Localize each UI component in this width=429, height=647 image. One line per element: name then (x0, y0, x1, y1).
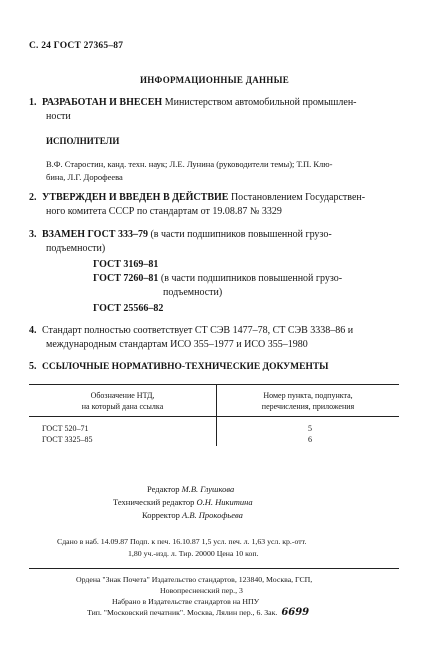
section-3-lead: ВЗАМЕН ГОСТ 333–79 (42, 229, 148, 240)
imprint-line-1: Ордена "Знак Почета" Издательство стандартов, 123840, Москва, ГСП, (76, 575, 313, 584)
section-4-number: 4. (29, 325, 37, 336)
table-header-col-2-line-1: Номер пункта, подпункта, (263, 391, 353, 400)
order-number-handwritten: 6699 (281, 607, 310, 618)
executors-line-2: бина, Л.Г. Дорофеева (46, 172, 123, 182)
section-2-number: 2. (29, 192, 37, 203)
table-row-2-ref: 6 (308, 435, 312, 444)
table-row-1-ref: 5 (308, 424, 312, 433)
section-2-line-1 (29, 191, 365, 205)
section-3-text: (в части подшипников повышенной грузо- (147, 229, 332, 240)
imprint-rule (29, 568, 399, 569)
credit-proofreader-label: Корректор (142, 510, 180, 520)
executors-heading: ИСПОЛНИТЕЛИ (46, 136, 120, 146)
table-header-col-1-line-2: на который дана ссылка (81, 402, 164, 411)
page-header: С. 24 ГОСТ 27365–87 (29, 41, 124, 51)
imprint-line-2: Новопресненский пер., 3 (160, 586, 243, 595)
section-5-line (29, 360, 329, 374)
section-3-line-2: подъемности) (46, 243, 106, 254)
section-3-gost-2-text: (в части подшипников повышенной грузо- (158, 273, 343, 284)
section-3-line-1 (29, 228, 332, 242)
section-1-number: 1. (29, 97, 37, 108)
credit-editor-label: Редактор (147, 484, 180, 494)
section-3-gost-2: ГОСТ 7260–81 (93, 273, 159, 284)
credit-editor-name: М.В. Глушкова (181, 484, 235, 494)
imprint-line-4-text: Тип. "Московский печатник". Москва, Лялин пер., 6. Зак. (87, 608, 278, 617)
table-row-2-doc: ГОСТ 3325–85 (42, 435, 93, 444)
credit-tech-editor-label: Технический редактор (113, 497, 195, 507)
executors-line-1: В.Ф. Старостин, канд. техн. наук; Л.Е. Лунина (руководители темы); Т.П. Клю- (46, 159, 333, 169)
section-1-lead: РАЗРАБОТАН И ВНЕСЕН (42, 97, 163, 108)
section-3-gost-1: ГОСТ 3169–81 (93, 259, 159, 270)
credit-editor (147, 484, 234, 494)
credit-proofreader-name: А.В. Прокофьева (182, 510, 243, 520)
section-2-line-2: ного комитета СССР по стандартам от 19.08.87 № 3329 (46, 206, 282, 217)
imprint-line-3: Набрано в Издательстве стандартов на НПУ (112, 597, 260, 606)
page-title: ИНФОРМАЦИОННЫЕ ДАННЫЕ (139, 75, 290, 85)
section-4-text: Стандарт полностью соответствует СТ СЭВ 1477–78, СТ СЭВ 3338–86 и (42, 325, 354, 336)
section-1-text: Министерством автомобильной промышлен- (162, 97, 357, 108)
section-3-gost-2-line (93, 272, 342, 286)
print-info-line-2: 1,80 уч.-изд. л. Тир. 20000 Цена 10 коп. (128, 549, 259, 558)
section-4-line-2: международным стандартам ИСО 355–1977 и ИСО 355–1980 (46, 339, 308, 350)
table-header-col-1 (29, 390, 216, 412)
print-info-line-1: Сдано в наб. 14.09.87 Подп. к печ. 16.10.87 1,5 усл. печ. л. 1,63 усл. кр.-отт. (57, 537, 307, 546)
section-2-lead: УТВЕРЖДЕН И ВВЕДЕН В ДЕЙСТВИЕ (42, 192, 229, 203)
section-3-number: 3. (29, 229, 37, 240)
table-header-col-2-line-2: перечисления, приложения (261, 402, 355, 411)
table-top-rule (29, 384, 399, 385)
credit-tech-editor (113, 497, 253, 507)
section-3-gost-3: ГОСТ 25566–82 (93, 303, 164, 314)
section-5-lead: ССЫЛОЧНЫЕ НОРМАТИВНО-ТЕХНИЧЕСКИЕ ДОКУМЕНТЫ (42, 362, 329, 372)
table-header-rule (29, 416, 399, 417)
section-5-number: 5. (29, 361, 37, 372)
section-1-line-2: ности (46, 111, 71, 122)
table-header-col-2 (217, 390, 399, 412)
credit-proofreader (142, 510, 243, 520)
section-3-gost-2-line-2: подъемности) (163, 287, 223, 298)
credit-tech-editor-name: О.Н. Никитина (196, 497, 253, 507)
section-2-text: Постановлением Государствен- (228, 192, 366, 203)
imprint-line-4 (87, 608, 309, 619)
table-row-1-doc: ГОСТ 520–71 (42, 424, 89, 433)
table-header-col-1-line-1: Обозначение НТД, (90, 391, 155, 400)
section-1-line-1 (29, 96, 357, 110)
section-4-line-1 (29, 324, 353, 338)
